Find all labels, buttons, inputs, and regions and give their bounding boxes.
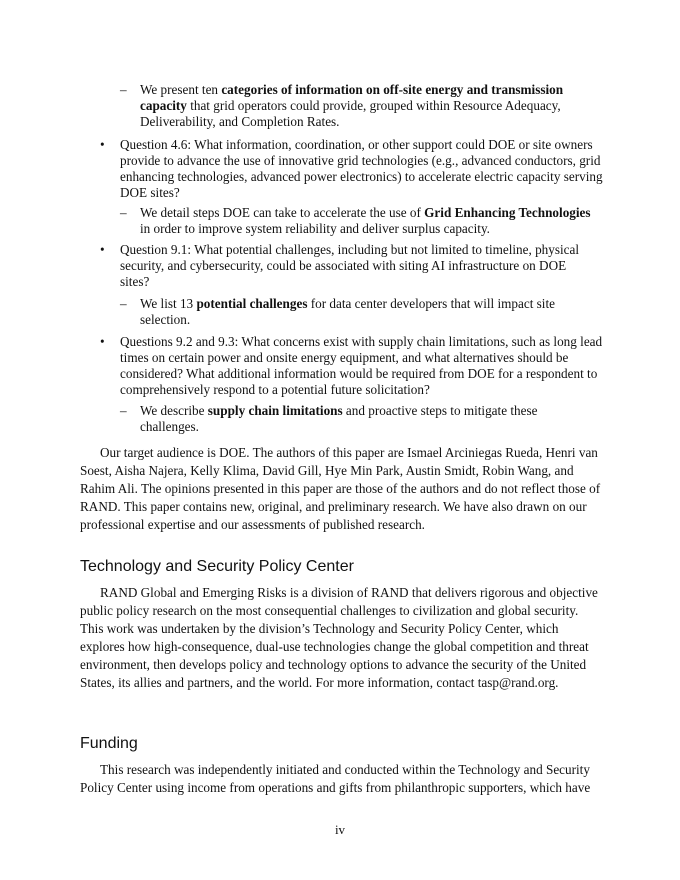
paragraph-text: RAND Global and Emerging Risks is a division of RAND that delivers rigorous and objective public policy research on the most consequential challenges to civilization and global security. This work was undertaken by the division’s Technology and Security Policy Center, which explores how high-consequence, dual-use technologies change the global competition and threat environment, then develops policy and technology options to advance the security of the United States, its allies and partners, and the world. For more information, contact tasp@rand.org. [80, 585, 598, 690]
audience-paragraph [80, 444, 602, 534]
bullet-marker: • [100, 334, 105, 349]
sub-bullet-item [140, 82, 600, 130]
bullet-item: Questions 9.2 and 9.3: What concerns exist with supply chain limitations, such as long lead times on certain power and onsite energy equipment, and what alternatives should be considered? What additional information would be required from DOE for a respondent to comprehensively respond to a potential future solicitation? [120, 334, 603, 397]
dash-marker: – [120, 296, 127, 311]
sub-bullet-text: We detail steps DOE can take to accelerate the use of [140, 205, 425, 220]
sub-bullet-item [140, 205, 604, 237]
section-heading: Funding [80, 735, 138, 752]
sub-bullet-item [140, 403, 560, 435]
sub-bullet-emphasis: potential challenges [196, 296, 308, 311]
sub-bullet-emphasis: Grid Enhancing Technologies [424, 205, 591, 220]
bullet-marker: • [100, 242, 105, 257]
bullet-item: Question 9.1: What potential challenges, including but not limited to timeline, physical security, and cybersecurity, could be associated with siting AI infrastructure on DOE sites? [120, 242, 580, 289]
paragraph-text: Our target audience is DOE. The authors of this paper are Ismael Arciniegas Rueda, Henri van Soest, Aisha Najera, Kelly Klima, David Gill, Hye Min Park, Austin Smidt, Robin Wang, and Rahim Ali. The opinions presented in this paper are those of the authors and do not reflect those of RAND. This paper contains new, original, and preliminary research. We have also drawn on our professional expertise and our assessments of published research. [80, 445, 601, 532]
sub-bullet-text: for data center developers that will impact site selection. [140, 296, 555, 327]
tasp-paragraph [80, 584, 602, 692]
sub-bullet-emphasis: categories of information on off-site energy and transmission capacity [140, 82, 564, 113]
sub-bullet-text: We present ten [140, 82, 222, 97]
sub-bullet-text: that grid operators could provide, grouped within Resource Adequacy, Deliverability, and Completion Rates. [140, 98, 561, 129]
bullet-item: Question 4.6: What information, coordination, or other support could DOE or site owners provide to advance the use of innovative grid technologies (e.g., advanced conductors, grid enhancing technologies, advanced power electronics) to accelerate electric capacity serving DOE sites? [120, 137, 603, 200]
sub-bullet-text: We describe [140, 403, 208, 418]
dash-marker: – [120, 403, 127, 418]
sub-bullet-text: We list 13 [140, 296, 197, 311]
paragraph-text: This research was independently initiated and conducted within the Technology and Security Policy Center using income from operations and gifts from philanthropic supporters, which have [80, 762, 591, 795]
funding-paragraph [80, 761, 602, 797]
sub-bullet-text: in order to improve system reliability and deliver surplus capacity. [140, 221, 490, 236]
bullet-marker: • [100, 137, 105, 152]
sub-bullet-emphasis: supply chain limitations [207, 403, 343, 418]
dash-marker: – [120, 205, 127, 220]
section-heading: Technology and Security Policy Center [80, 558, 354, 575]
dash-marker: – [120, 82, 127, 97]
page-number: iv [334, 822, 346, 837]
sub-bullet-text: and proactive steps to mitigate these challenges. [140, 403, 538, 434]
sub-bullet-item [140, 296, 580, 328]
